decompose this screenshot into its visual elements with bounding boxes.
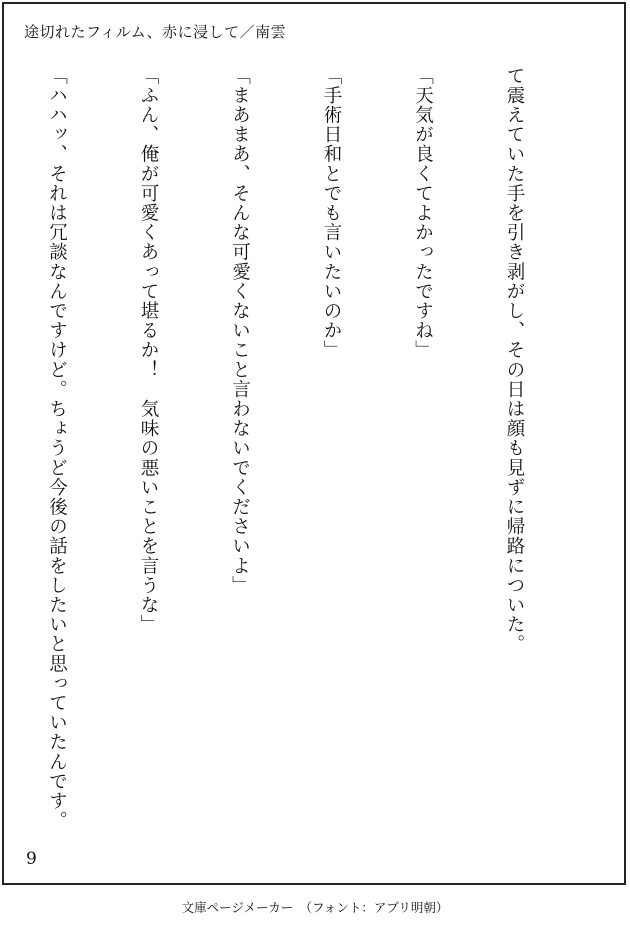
text-line: 「天気が良くてよかったですね」 xyxy=(412,66,434,360)
text-line: 「まあまあ、そんな可愛くないこと言わないでくださいよ」 xyxy=(229,66,251,596)
text-line: 「ふん、俺が可愛くあって堪るか！ 気味の悪いことを言うな」 xyxy=(138,66,159,635)
footer-caption: 文庫ページメーカー （フォント：アプリ明朝） xyxy=(181,900,449,915)
page-number: 9 xyxy=(26,849,37,869)
vertical-text-body xyxy=(46,66,590,866)
text-line: て震えていた手を引き剥がし、その日は顔も見ずに帰路についた。 xyxy=(504,66,525,654)
text-line: 「ハハッ、それは冗談なんですけど。ちょうど今後の話をしたいと思っていたんです。 xyxy=(46,66,68,831)
text-line: 「手術日和とでも言いたいのか」 xyxy=(321,66,342,360)
page-header-title: 途切れたフィルム、赤に浸して／南雲 xyxy=(24,23,287,41)
